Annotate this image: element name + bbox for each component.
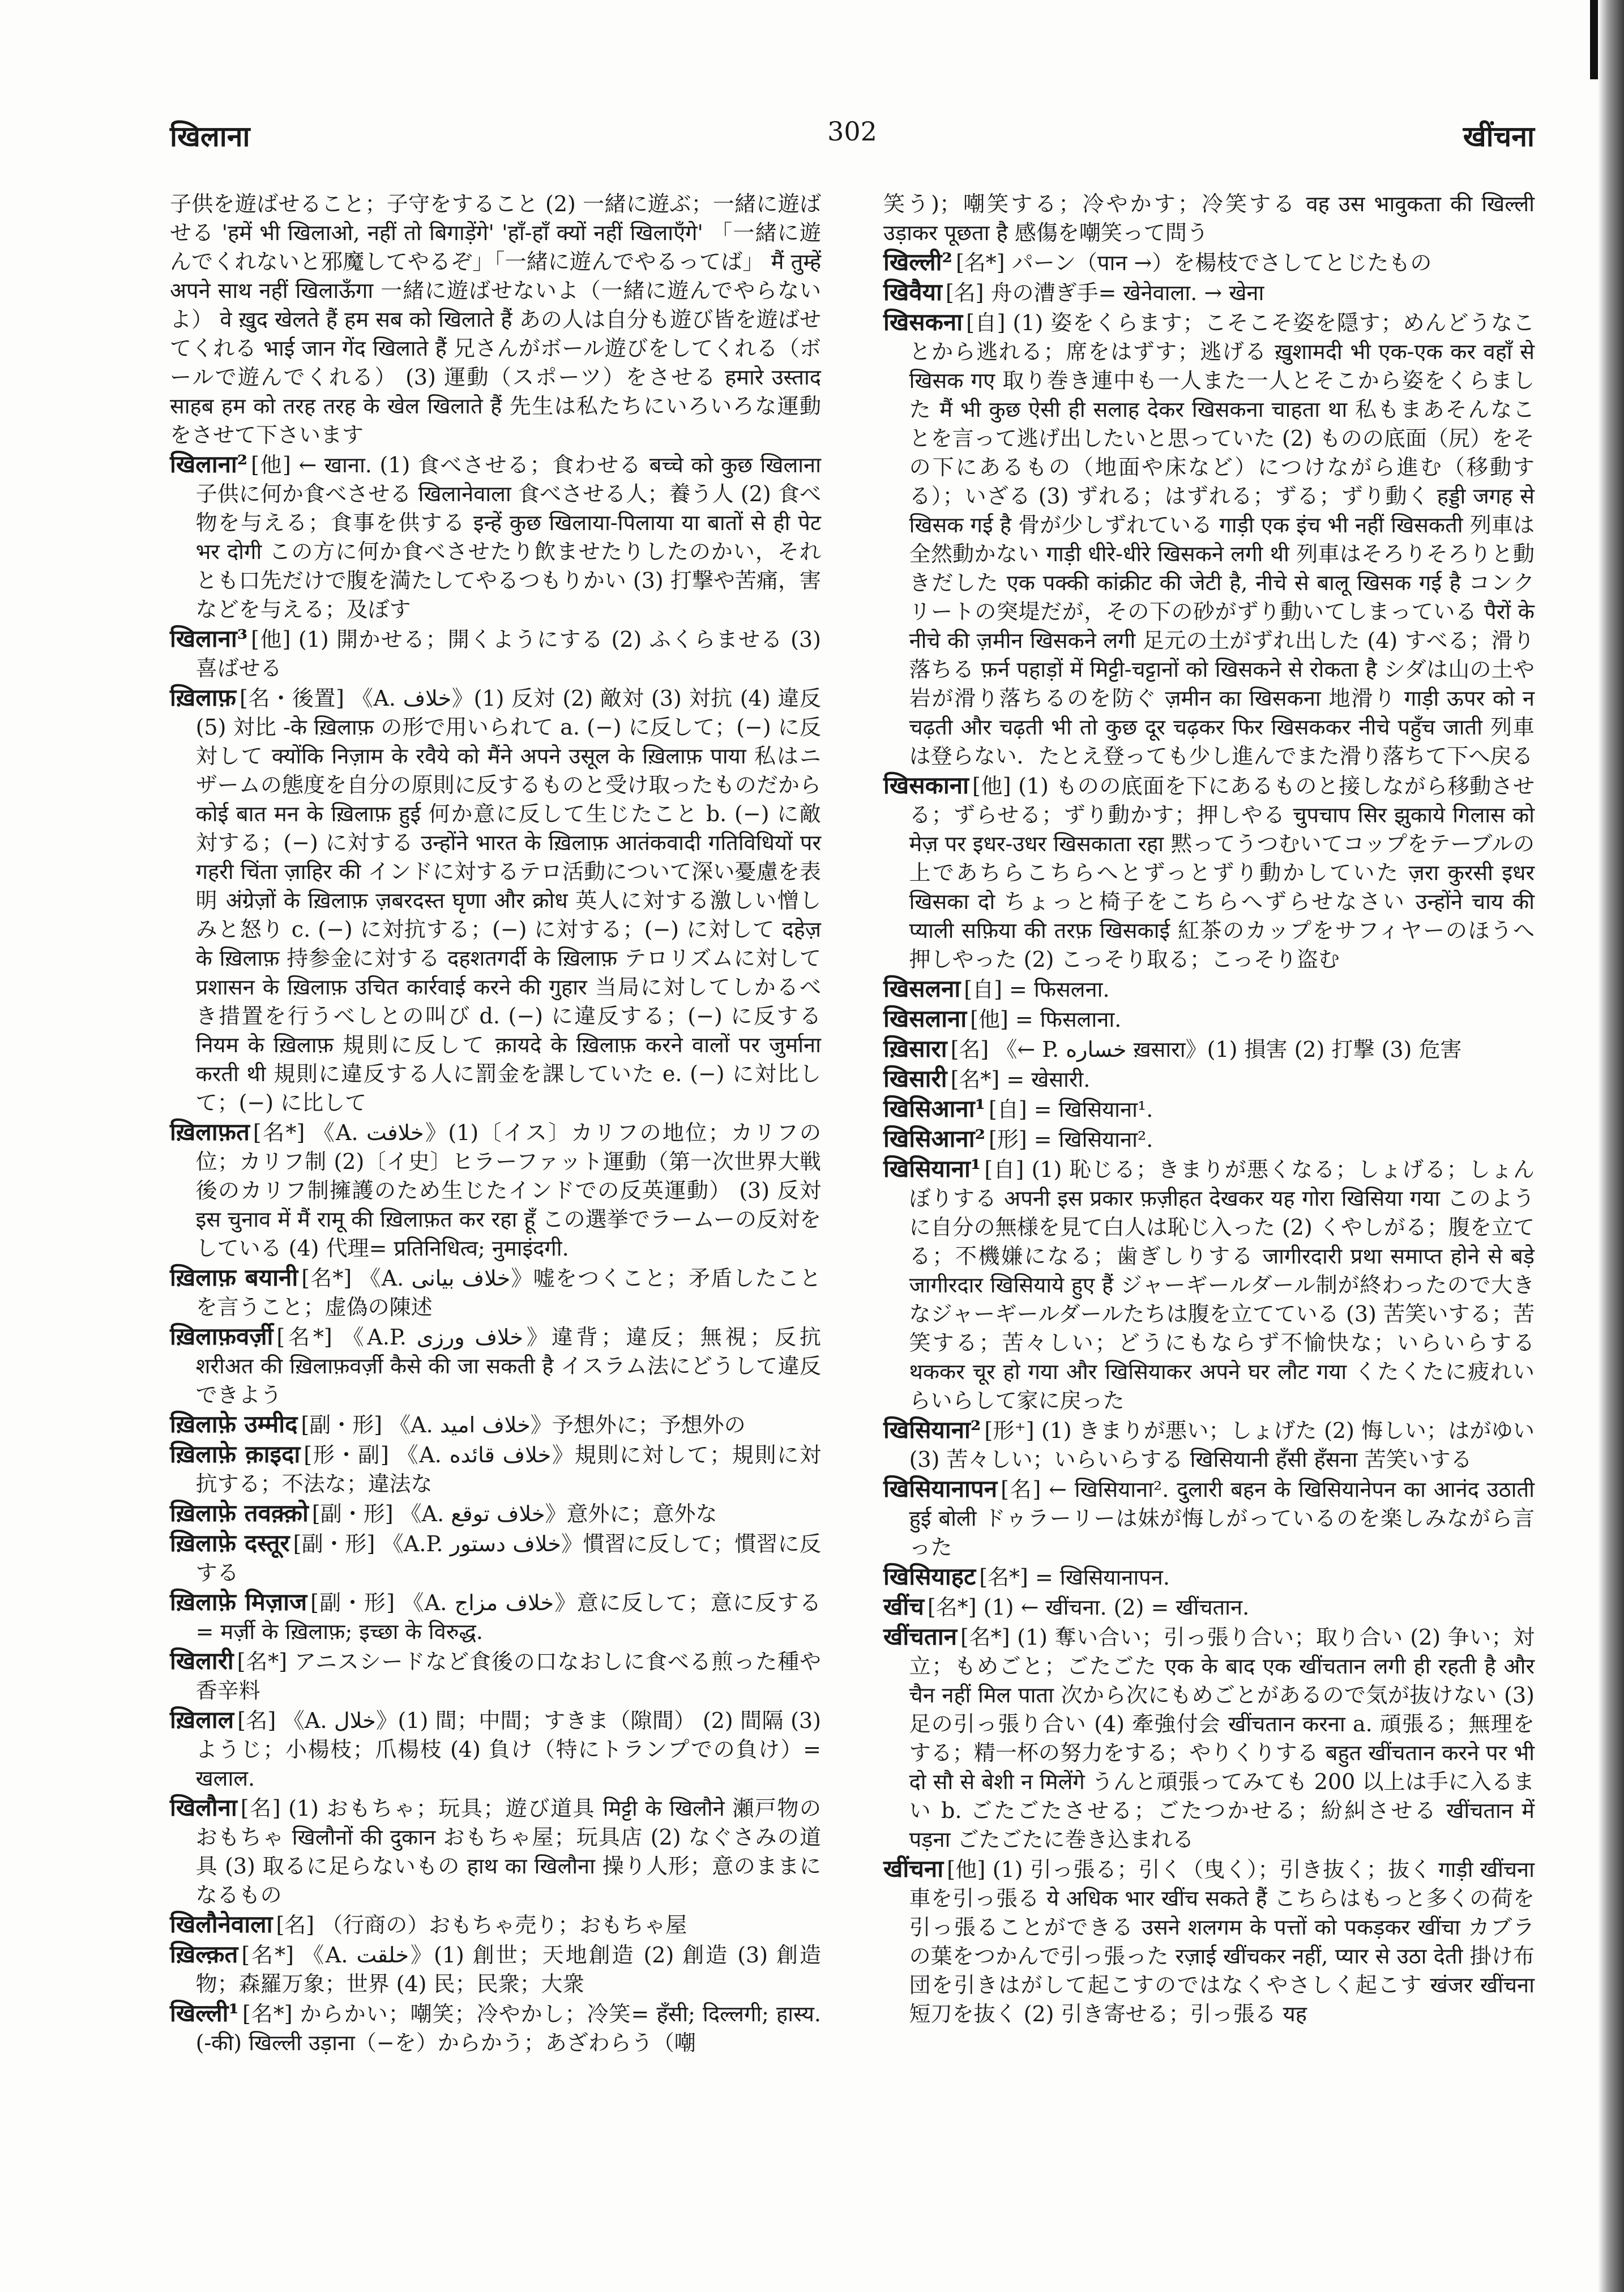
part-of-speech: [自] [984, 1157, 1024, 1182]
headword: ख़िलाफ़े तवक़्क़ो [170, 1499, 309, 1527]
definition-text: = फिसलना. [1009, 977, 1110, 1002]
definition-text: (1) きまりが悪い；しょげた (2) 悔しい；はがゆい (3) 苦々しい；いらいらする खिसियानी हँसी हँसना 苦笑いする [909, 1418, 1535, 1472]
part-of-speech: [他] [970, 1007, 1008, 1032]
right-column [883, 190, 1535, 2029]
part-of-speech: [名*] [960, 1625, 1010, 1650]
definition-text: (1) 引っ張る；引く（曳く）；引き抜く；抜く गाड़ी खींचना 車を引っ張る ये अधिक भार खींच सकते हैं こちらはもっと多くの荷を引っ張ることができる उसने शलगम के पत्तों को पकड़कर खींचा カブラの葉をつかんで引っ張った रज़ाई खींचकर नहीं, प्यार से उठा देती 掛け布団を引きはがして起こすのではなくやさしく起こす खंजर खींचना 短刀を抜く (2) 引き寄せる；引っ張る यह [909, 1857, 1535, 2026]
part-of-speech: [名*] [241, 1943, 294, 1967]
dictionary-entry [883, 974, 1535, 1004]
part-of-speech: [名*] [979, 1565, 1028, 1590]
definition-text: 舟の漕ぎ手= खेनेवाला. → खेना [990, 280, 1264, 305]
headword: ख़िलाफ़वर्ज़ी [170, 1322, 273, 1350]
definition-text: 《A. خلاف توقع》意外に；意外な [400, 1501, 717, 1526]
entry-continuation [883, 190, 1535, 247]
headword: ख़िलाफ़ बयानी [170, 1264, 298, 1291]
headword: खींचना [883, 1855, 944, 1883]
definition-text: = खिसियाना². [1033, 1127, 1153, 1152]
part-of-speech: [名] [237, 1708, 276, 1733]
part-of-speech: [名] [950, 1037, 989, 1062]
definition-text: 《A. خلاف مزاج》意に反して；意に反する= मर्ज़ी के ख़िलाफ़; इच्छा के विरुद्ध. [195, 1590, 821, 1644]
part-of-speech: [形・副] [304, 1442, 389, 1467]
dictionary-entry [883, 278, 1535, 308]
headword: खींचतान [883, 1623, 958, 1650]
headword: खिसारी [883, 1065, 947, 1092]
headword: ख़िलाफ़े क़ाइदा [170, 1440, 301, 1468]
dictionary-entry [883, 1592, 1535, 1622]
definition-text: (1) おもちゃ；玩具；遊び道具 मिट्टी के खिलौने 瀬戸物のおもちゃ खिलौनों की दुकान おもちゃ屋；玩具店 (2) なぐさみの道具 (3) 取るに足らないもの हाथ का खिलौना 操り人形；意のままになるもの [195, 1796, 821, 1907]
headword: ख़िलाफ़त [170, 1118, 250, 1146]
headword: खिसिआना² [883, 1125, 986, 1153]
dictionary-entry [883, 1474, 1535, 1562]
definition-text: (1) 開かせる；開くようにする (2) ふくらませる (3) 喜ばせる [195, 627, 821, 681]
dictionary-entry [883, 1064, 1535, 1094]
left-column [170, 190, 821, 2058]
headword: ख़िलाफ़ [170, 684, 236, 711]
headword: खींच [883, 1593, 924, 1620]
definition-text: 子供を遊ばせること；子守をすること (2) 一緒に遊ぶ；一緒に遊ばせる 'हमें भी खिलाओ, नहीं तो बिगाड़ेंगे' 'हाँ-हाँ क्यों नहीं खिलाएँगे' 「一緒に遊んでくれないと邪魔してやるぞ」「一緒に遊んでやるってば」 मैं तुम्हें अपने साथ नहीं खिलाऊँगा 一緒に遊ばせないよ（一緒に遊んでやらないよ） वे ख़ुद खेलते हैं हम सब को खिलाते हैं あの人は自分も遊び皆を遊ばせてくれる भाई जान गेंद खिलाते हैं 兄さんがボール遊びをしてくれる（ボールで遊んでくれる） (3) 運動（スポーツ）をさせる हमारे उस्ताद साहब हम को तरह तरह के खेल खिलाते हैं 先生は私たちにいろいろな運動をさせて下さいます [170, 191, 821, 447]
right-guide-word: खींचना [1463, 119, 1535, 153]
headword: ख़िलाफ़े उम्मीद [170, 1410, 298, 1438]
part-of-speech: [名*] [301, 1266, 352, 1291]
definition-text: (1) 奪い合い；引っ張り合い；取り合い (2) 争い；対立；もめごと；ごたごた एक के बाद एक खींचतान लगी ही रहती है और चैन नहीं मिल पाता 次から次にもめごとがあるので気が抜けない (3) 足の引っ張り合い (4) 牽強付会 खींचतान करना a. 頑張る；無理をする；精一杯の努力をする；やりくりする बहुत खींचतान करने पर भी दो सौ से बेशी न मिलेंगे うんと頑張ってみても 200 以上は手に入るまい b. ごたごたさせる；ごたつかせる；紛糾させる खींचतान में पड़ना ごたごたに巻き込まれる [909, 1625, 1535, 1852]
definition-text: からかい；嘲笑；冷やかし；冷笑= हँसी; दिल्लगी; हास्य. (-की) खिल्ली उड़ाना（−を）からかう；あざわらう（嘲 [195, 2001, 821, 2055]
definition-text: 《A. خلاف قائده》規則に対して；規則に対抗する；不法な；違法な [195, 1442, 821, 1496]
headword: ख़िसारा [883, 1035, 947, 1062]
definition-text: パーン（पान →）を楊枝でさしてとじたもの [1011, 250, 1432, 275]
headword: खिसलना [883, 975, 961, 1002]
dictionary-entry [170, 1529, 821, 1587]
headword: खिलौनेवाला [170, 1910, 273, 1938]
dictionary-entry [883, 1154, 1535, 1415]
dictionary-entry [170, 1587, 821, 1646]
headword: ख़िलाफ़े मिज़ाज [170, 1588, 307, 1616]
definition-text: 《← P. خساره ख़सारा》(1) 損害 (2) 打撃 (3) 危害 [995, 1037, 1462, 1062]
part-of-speech: [副・形] [293, 1531, 375, 1556]
headword: खिसियाहट [883, 1563, 976, 1590]
dictionary-entry [170, 1410, 821, 1440]
definition-text: = खेसारी. [1006, 1067, 1091, 1092]
dictionary-entry [170, 624, 821, 683]
dictionary-entry [170, 1999, 821, 2058]
part-of-speech: [他] [947, 1857, 986, 1882]
dictionary-entry [883, 1854, 1535, 2029]
headword: खिलारी [170, 1647, 234, 1675]
headword: खिलाना² [170, 450, 248, 478]
page-header [170, 116, 1535, 156]
part-of-speech: [名*] [955, 250, 1005, 275]
part-of-speech: [自] [966, 310, 1006, 335]
dictionary-entry [883, 308, 1535, 771]
dictionary-entry [883, 1415, 1535, 1474]
part-of-speech: [名*] [927, 1595, 977, 1620]
headword: खिसिआना¹ [883, 1095, 986, 1122]
left-guide-word: खिलाना [170, 119, 250, 153]
dictionary-entry [170, 450, 821, 624]
definition-text: （行商の）おもちゃ売り；おもちゃ屋 [321, 1913, 687, 1937]
headword: खिसियाना¹ [883, 1155, 981, 1183]
dictionary-entry [170, 1499, 821, 1529]
headword: खिसलाना [883, 1005, 967, 1032]
part-of-speech: [名*] [242, 2001, 293, 2026]
dictionary-entry [883, 1562, 1535, 1592]
headword: ख़िलाल [170, 1706, 234, 1734]
part-of-speech: [名*] [253, 1120, 305, 1145]
dictionary-entry [170, 1646, 821, 1705]
part-of-speech: [自] [964, 977, 1002, 1002]
headword: खिसकाना [883, 771, 969, 799]
dictionary-entry [883, 1004, 1535, 1034]
definition-text: 《A.P. خلاف ورزی》違背；違反；無視；反抗 शरीअत की ख़िलाफ़वर्ज़ी कैसे की जा सकती है イスラム法にどうして違反できよう [195, 1325, 821, 1407]
entry-continuation [170, 190, 821, 450]
definition-text: = खिसियानापन. [1035, 1565, 1170, 1590]
dictionary-entry [170, 1117, 821, 1263]
dictionary-entry [170, 1705, 821, 1793]
definition-text: 《A.P. خلاف دستور》慣習に反して；慣習に反する [195, 1531, 821, 1585]
page-number: 302 [827, 116, 877, 147]
part-of-speech: [名・後置] [239, 686, 345, 711]
part-of-speech: [他] [251, 453, 291, 477]
headword: खिसकना [883, 308, 963, 336]
definition-text: = खिसियाना¹. [1033, 1097, 1153, 1122]
headword: खिसियानापन [883, 1475, 998, 1503]
dictionary-entry [170, 1793, 821, 1910]
headword: खिलौना [170, 1794, 237, 1821]
definition-text: ← खिसियाना². दुलारी बहन के खिसियानेपन का आनंद उठाती हुई बोली ドゥラーリーは妹が悔しがっているのを楽しみながら言った [909, 1477, 1535, 1560]
part-of-speech: [名] [1001, 1477, 1041, 1502]
definition-text: 《A. خلاف امید》予想外に；予想外の [389, 1412, 746, 1437]
book-binding-edge [1598, 0, 1624, 2292]
part-of-speech: [他] [251, 627, 291, 652]
dictionary-entry [883, 1094, 1535, 1124]
part-of-speech: [名*] [950, 1067, 1000, 1092]
headword: खिलाना³ [170, 625, 248, 652]
headword: ख़िल्क़त [170, 1940, 238, 1968]
headword: खिसियाना² [883, 1416, 981, 1444]
definition-text: 笑う)；嘲笑する；冷やかす；冷笑する वह उस भावुकता की खिल्ली उड़ाकर पूछता है 感傷を嘲笑って問う [883, 191, 1535, 245]
part-of-speech: [名] [945, 280, 984, 305]
part-of-speech: [他] [972, 774, 1011, 799]
definition-text: ← खाना. (1) 食べさせる；食わせる बच्चे को कुछ खिलाना 子供に何か食べさせる खिलानेवाला 食べさせる人；養う人 (2) 食べ物を与える；食事を供する इन्हें कुछ खिलाया-पिलाया या बातों से ही पेट भर दोगी この方に何か食べさせたり飲ませたりしたのかい，それとも口先だけで腹を満たしてやるつもりかい (3) 打撃や苦痛，害などを与える；及ぼす [195, 453, 821, 622]
definition-text: 《A. خلافت》(1)〔イス〕カリフの地位；カリフの位；カリフ制 (2)〔イ史〕ヒラーファット運動（第一次世界大戦後のカリフ制擁護のため生じたインドでの反英運動） (3) 反対 इस चुनाव में मैं रामू की ख़िलाफ़त कर रहा हूँ この選挙でラームーの反対をしている (4) 代理= प्रतिनिधित्व; नुमाइंदगी. [195, 1120, 821, 1261]
part-of-speech: [形] [989, 1127, 1027, 1152]
dictionary-entry [170, 1263, 821, 1322]
headword: खिल्ली² [883, 248, 952, 276]
dictionary-entry [883, 771, 1535, 974]
definition-text: = फिसलाना. [1015, 1007, 1122, 1032]
definition-text: (1) 恥じる；きまりが悪くなる；しょげる；しょんぼりする अपनी इस प्रकार फ़ज़ीहत देखकर यह गोरा खिसिया गया このように自分の無様を見て白人は恥じ入った (2) くやしがる；腹を立てる；不機嫌になる；歯ぎしりする जागीरदारी प्रथा समाप्त होने से बड़े जागीरदार खिसियाये हुए हैं ジャーギールダール制が終わったので大きなジャーギールダールたちは腹を立てている (3) 苦笑いする；苦笑する；苦々しい；どうにもならず不愉快な；いらいらする थककर चूर हो गया और खिसियाकर अपने घर लौट गया くたくたに疲れいらいらして家に戻った [909, 1157, 1535, 1413]
headword: खिवैया [883, 278, 942, 306]
part-of-speech: [名*] [237, 1649, 288, 1674]
headword: ख़िलाफ़े दस्तूर [170, 1529, 290, 1557]
definition-text: 《A. خلقت》(1) 創世；天地創造 (2) 創造 (3) 創造物；森羅万象；世界 (4) 民；民衆；大衆 [195, 1943, 821, 1996]
dictionary-entry [883, 1124, 1535, 1154]
dictionary-entry [883, 247, 1535, 278]
definition-text: (1) ものの底面を下にあるものと接しながら移動させる；ずらせる；ずり動かす；押しやる चुपचाप सिर झुकाये गिलास को मेज़ पर इधर-उधर खिसकाता रहा 黙ってうつむいてコップをテーブルの上であちらこちらへとずっとずり動かしていた ज़रा कुरसी इधर खिसका दो ちょっと椅子をこちらへずらせなさい उन्होंने चाय की प्याली सफ़िया की तरफ़ खिसकाई 紅茶のカップをサフィヤーのほうへ押しやった (2) こっそり取る；こっそり盗む [909, 774, 1535, 972]
part-of-speech: [副・形] [311, 1501, 394, 1526]
dictionary-entry [170, 1940, 821, 1999]
dictionary-entry [170, 683, 821, 1117]
part-of-speech: [名] [240, 1796, 281, 1821]
part-of-speech: [名] [276, 1913, 315, 1937]
definition-text: (1) ← खींचना. (2) = खींचतान. [983, 1595, 1250, 1620]
dictionary-entry [170, 1910, 821, 1940]
part-of-speech: [形⁺] [984, 1418, 1035, 1443]
headword: खिल्ली¹ [170, 1999, 239, 2027]
part-of-speech: [名*] [276, 1325, 332, 1350]
definition-text: 《A. خلال》(1) 間；中間；すきま（隙間） (2) 間隔 (3) ようじ；小楊枝；爪楊枝 (4) 負け（特にトランプでの負け）= खलाल. [195, 1708, 821, 1791]
dictionary-entry [170, 1440, 821, 1499]
part-of-speech: [副・形] [310, 1590, 395, 1615]
definition-text: (1) 姿をくらます；こそこそ姿を隠す；めんどうなことから逃れる；席をはずす；逃げる ख़ुशामदी भी एक-एक कर वहाँ से खिसक गए 取り巻き連中も一人また一人とそこから姿をくらました मैं भी कुछ ऐसी ही सलाह देकर खिसकना चाहता था 私もまあそんなことを言って逃げ出したいと思っていた (2) ものの底面（尻）をその下にあるもの（地面や床など）につけながら進む（移動する）；いざる (3) ずれる；はずれる；ずる；ずり動く हड्डी जगह से खिसक गई है 骨が少しずれている गाड़ी एक इंच भी नहीं खिसकती 列車は全然動かない गाड़ी धीरे-धीरे खिसकने लगी थी 列車はそろりそろりと動きだした एक पक्की कांक्रीट की जेटी है, नीचे से बालू खिसक गई है コンクリートの突堤だが，その下の砂がずり動いてしまっている पैरों के नीचे की ज़मीन खिसकने लगी 足元の土がずれ出した (4) すべる；滑り落ちる फ़र्न पहाड़ों में मिट्टी-चट्टानों को खिसकने से रोकता है シダは山の土や岩が滑り落ちるのを防ぐ ज़मीन का खिसकना 地滑り गाड़ी ऊपर को न चढ़ती और चढ़ती भी तो कुछ दूर चढ़कर फिर खिसककर नीचे पहुँच जाती 列車は登らない．たとえ登っても少し進んでまた滑り落ちて下へ戻る [909, 310, 1535, 769]
dictionary-entry [170, 1322, 821, 1410]
dictionary-entry [883, 1034, 1535, 1064]
part-of-speech: [自] [989, 1097, 1027, 1122]
part-of-speech: [副・形] [301, 1412, 383, 1437]
definition-text: 《A. خلاف》(1) 反対 (2) 敵対 (3) 対抗 (4) 違反 (5) 対比 -के ख़िलाफ़ の形で用いられて a. (−) に反して；(−) に反対して क्योंकि निज़ाम के रवैये को मैंने अपने उसूल के ख़िलाफ़ पाया 私はニザームの態度を自分の原則に反するものと受け取ったものだから कोई बात मन के ख़िलाफ़ हुई 何か意に反して生じたこと b. (−) に敵対する；(−) に対する उन्होंने भारत के ख़िलाफ़ आतंकवादी गतिविधियों पर गहरी चिंता ज़ाहिर की インドに対するテロ活動について深い憂慮を表明 अंग्रेज़ों के ख़िलाफ़ ज़बरदस्त घृणा और क्रोध 英人に対する激しい憎しみと怒り c. (−) に対抗する；(−) に対する；(−) に対して दहेज़ के ख़िलाफ़ 持参金に対する दहशतगर्दी के ख़िलाफ़ テロリズムに対して प्रशासन के ख़िलाफ़ उचित कार्रवाई करने की गुहार 当局に対してしかるべき措置を行うべしとの叫び d. (−) に違反する；(−) に反する नियम के ख़िलाफ़ 規則に反して क़ायदे के ख़िलाफ़ करने वालों पर जुर्माना करती थी 規則に違反する人に罰金を課していた e. (−) に対比して；(−) に比して [195, 686, 821, 1115]
definition-text: アニスシードなど食後の口なおしに食べる煎った種や香辛料 [195, 1649, 821, 1703]
dictionary-entry [883, 1622, 1535, 1854]
definition-text: 《A. خلاف بیانی》嘘をつくこと；矛盾したことを言うこと；虚偽の陳述 [195, 1266, 821, 1320]
